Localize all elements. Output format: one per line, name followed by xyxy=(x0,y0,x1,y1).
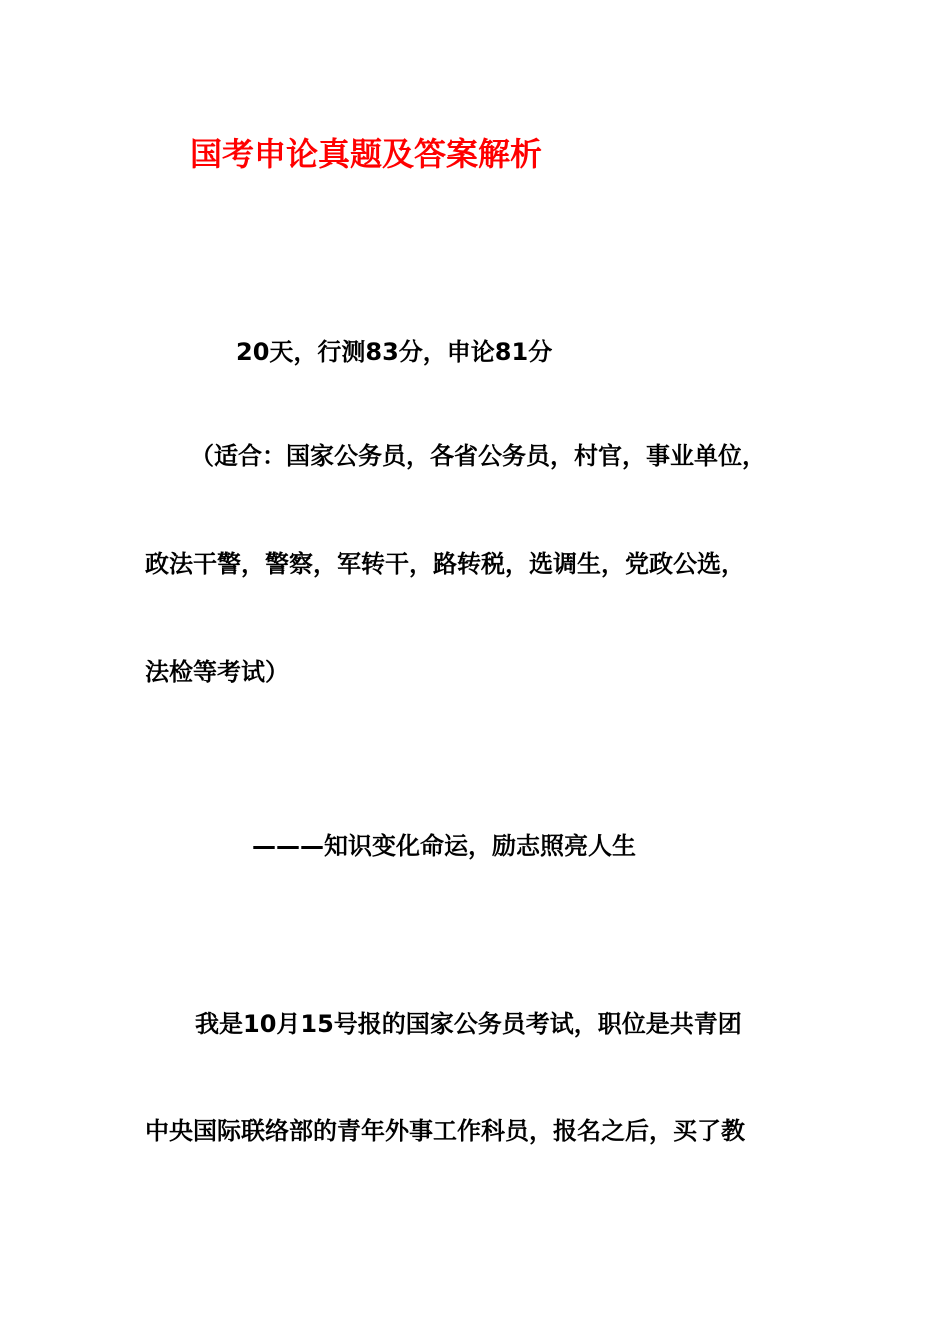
suitable-for-line-1: （适合：国家公务员，各省公务员，村官，事业单位， xyxy=(190,442,766,470)
motto-line: ———知识变化命运，励志照亮人生 xyxy=(252,832,636,860)
suitable-for-line-2: 政法干警，警察，军转干，路转税，选调生，党政公选， xyxy=(145,550,745,578)
document-title: 国考申论真题及答案解析 xyxy=(190,135,543,173)
suitable-for-line-3: 法检等考试） xyxy=(145,658,289,686)
stats-line: 20天，行测83分，申论81分 xyxy=(236,338,553,366)
body-paragraph-line-2: 中央国际联络部的青年外事工作科员，报名之后，买了教 xyxy=(145,1117,745,1145)
body-paragraph-line-1: 我是10月15号报的国家公务员考试，职位是共青团 xyxy=(195,1010,742,1038)
